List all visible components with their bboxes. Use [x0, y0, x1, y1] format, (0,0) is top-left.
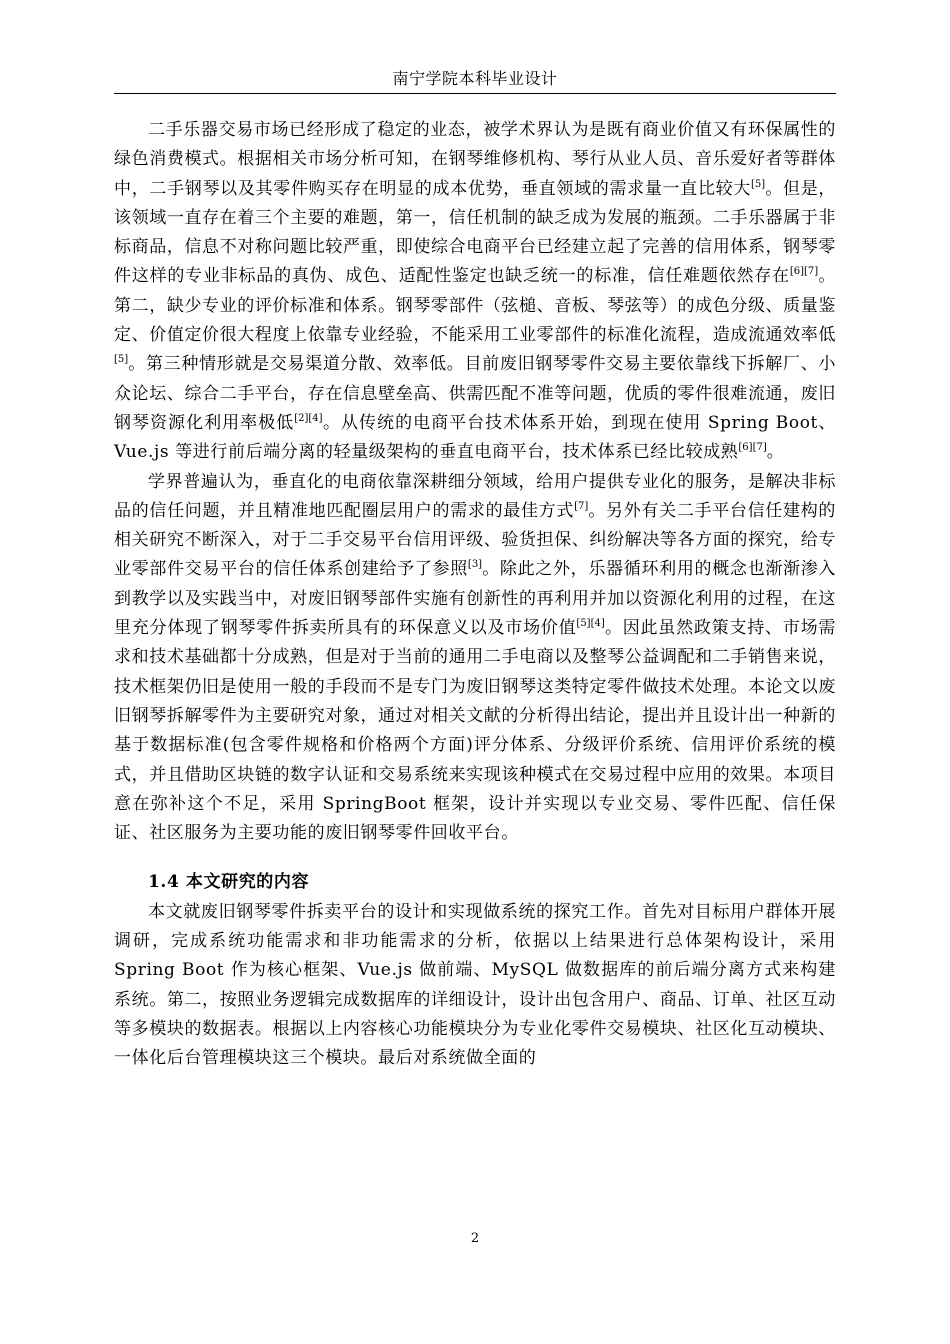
citation: [5]: [114, 354, 129, 366]
citation: [7]: [574, 500, 589, 512]
paragraph-text: 。第三种情形就是交易渠道分散、效率低。目前废旧钢琴零件交易主要依靠线下拆解厂、小众论坛、综合二手平台，存在信息壁垒高、供需匹配不准等问题，优质的零件很难流通，废旧钢琴资源化利用率极低: [114, 354, 836, 433]
citation: [6][7]: [789, 266, 819, 278]
section-heading: 1.4 本文研究的内容: [148, 872, 310, 893]
page-number: 2: [470, 1231, 480, 1246]
paragraph-text: 。但是，该领域一直存在着三个主要的难题，第一，信任机制的缺乏成为发展的瓶颈。二手乐器属于非标商品，信息不对称问题比较严重，即使综合电商平台已经建立起了完善的信用体系，钢琴零件这样的专业非标品的真伪、成色、适配性鉴定也缺乏统一的标准，信任难题依然存在: [114, 178, 836, 287]
body-text: [114, 116, 836, 1074]
citation: [5]: [751, 178, 766, 190]
paragraph-text: 。另外有关二手平台信任建构的相关研究不断深入，对于二手交易平台信用评级、验货担保、纠纷解决等各方面的探究，给专业零部件交易平台的信任体系创建给予了参照: [114, 500, 836, 580]
paragraph-text: 。除此之外，乐器循环利用的概念也渐渐渗入到教学以及实践当中，对废旧钢琴部件实施有创新性的再利用并加以资源化利用的过程，在这里充分体现了钢琴零件拆卖所具有的环保意义以及市场价值: [114, 559, 837, 639]
header-divider: [114, 93, 836, 94]
paragraph-text: 。从传统的电商平台技术体系开始，到现在使用 Spring Boot、Vue.js 等进行前后端分离的轻量级架构的垂直电商平台，技术体系已经比较成熟: [114, 412, 836, 463]
citation: [3]: [467, 559, 483, 571]
paragraph-text: 。第二，缺少专业的评价标准和体系。钢琴零部件（弦槌、音板、琴弦等）的成色分级、质量鉴定、价值定价很大程度上依靠专业经验，不能采用工业零部件的标准化流程，造成流通效率低: [114, 266, 836, 346]
running-header: 南宁学院本科毕业设计: [392, 69, 558, 88]
paragraph-text: 。: [766, 442, 785, 463]
citation: [5][4]: [576, 618, 605, 630]
paragraph: [114, 116, 836, 468]
paragraph-text: 本文就废旧钢琴零件拆卖平台的设计和实现做系统的探究工作。首先对目标用户群体开展调研，完成系统功能需求和非功能需求的分析，依据以上结果进行总体架构设计，采用 Spring Boot 作为核心框架、Vue.js 做前端、MySQL 做数据库的前后端分离方式来构建系统。第二，按照业务逻辑完成数据库的详细设计，设计出包含用户、商品、订单、社区互动等多模块的数据表。根据以上内容核心功能模块分为专业化零件交易模块、社区化互动模块、一体化后台管理模块这三个模块。最后对系统做全面的: [114, 901, 836, 1069]
paragraph: [114, 898, 836, 1074]
paragraph-text: 二手乐器交易市场已经形成了稳定的业态，被学术界认为是既有商业价值又有环保属性的绿色消费模式。根据相关市场分析可知，在钢琴维修机构、琴行从业人员、音乐爱好者等群体中，二手钢琴以及其零件购买存在明显的成本优势，垂直领域的需求量一直比较大: [114, 120, 836, 199]
paragraph: [114, 468, 836, 849]
citation: [6][7]: [738, 442, 767, 454]
paragraph-text: 。因此虽然政策支持、市场需求和技术基础都十分成熟，但是对于当前的通用二手电商以及整琴公益调配和二手销售来说，技术框架仍旧是使用一般的手段而不是专门为废旧钢琴这类特定零件做技术处理。本论文以废旧钢琴拆解零件为主要研究对象，通过对相关文献的分析得出结论，提出并且设计出一种新的基于数据标准(包含零件规格和价格两个方面)评分体系、分级评价系统、信用评价系统的模式，并且借助区块链的数字认证和交易系统来实现该种模式在交易过程中应用的效果。本项目意在弥补这个不足，采用 SpringBoot 框架，设计并实现以专业交易、零件匹配、信任保证、社区服务为主要功能的废旧钢琴零件回收平台。: [114, 618, 836, 844]
citation: [2][4]: [294, 412, 323, 424]
paragraph-text: 学界普遍认为，垂直化的电商依靠深耕细分领域，给用户提供专业化的服务，是解决非标品的信任问题，并且精准地匹配圈层用户的需求的最佳方式: [114, 471, 836, 521]
